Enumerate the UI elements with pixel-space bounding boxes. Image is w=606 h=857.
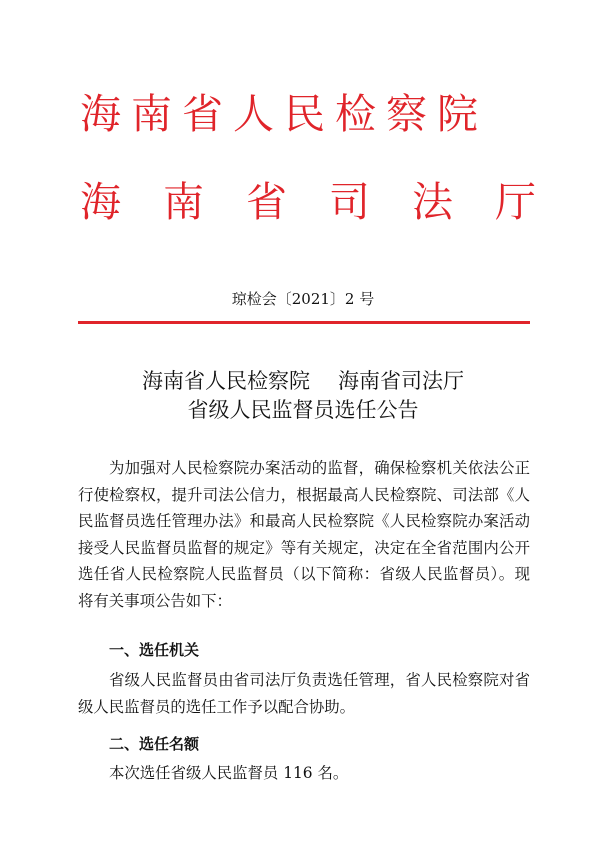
issuer-name-procuratorate: 海南省人民检察院 <box>80 90 488 138</box>
section-2-paragraph: 本次选任省级人民监督员 116 名。 <box>109 764 349 782</box>
document-title-line-2: 省级人民监督员选任公告 <box>187 398 419 422</box>
issuer-name-justice-department: 海南省司法厅 <box>80 178 578 226</box>
section-heading-2: 二、选任名额 <box>109 735 200 753</box>
document-number: 琼检会〔2021〕2 号 <box>231 290 375 308</box>
title-issuer-1: 海南省人民检察院 <box>142 369 310 393</box>
section-1-paragraph: 省级人民监督员由省司法厅负责选任管理，省人民检察院对省级人民监督员的选任工作予以配合协助。 <box>78 671 530 716</box>
title-issuer-2: 海南省司法厅 <box>338 369 464 393</box>
section-heading-1: 一、选任机关 <box>109 641 200 659</box>
document-title-line-1 <box>0 367 606 395</box>
intro-paragraph: 为加强对人民检察院办案活动的监督，确保检察机关依法公正行使检察权，提升司法公信力，根据最高人民检察院、司法部《人民监督员选任管理办法》和最高人民检察院《人民检察院办案活动接受人民监督员监督的规定》等有关规定，决定在全省范围内公开选任省人民检察院人民监督员（以下简称：省级人民监督员）。现将有关事项公告如下： <box>78 459 530 610</box>
red-separator-line <box>78 321 530 324</box>
